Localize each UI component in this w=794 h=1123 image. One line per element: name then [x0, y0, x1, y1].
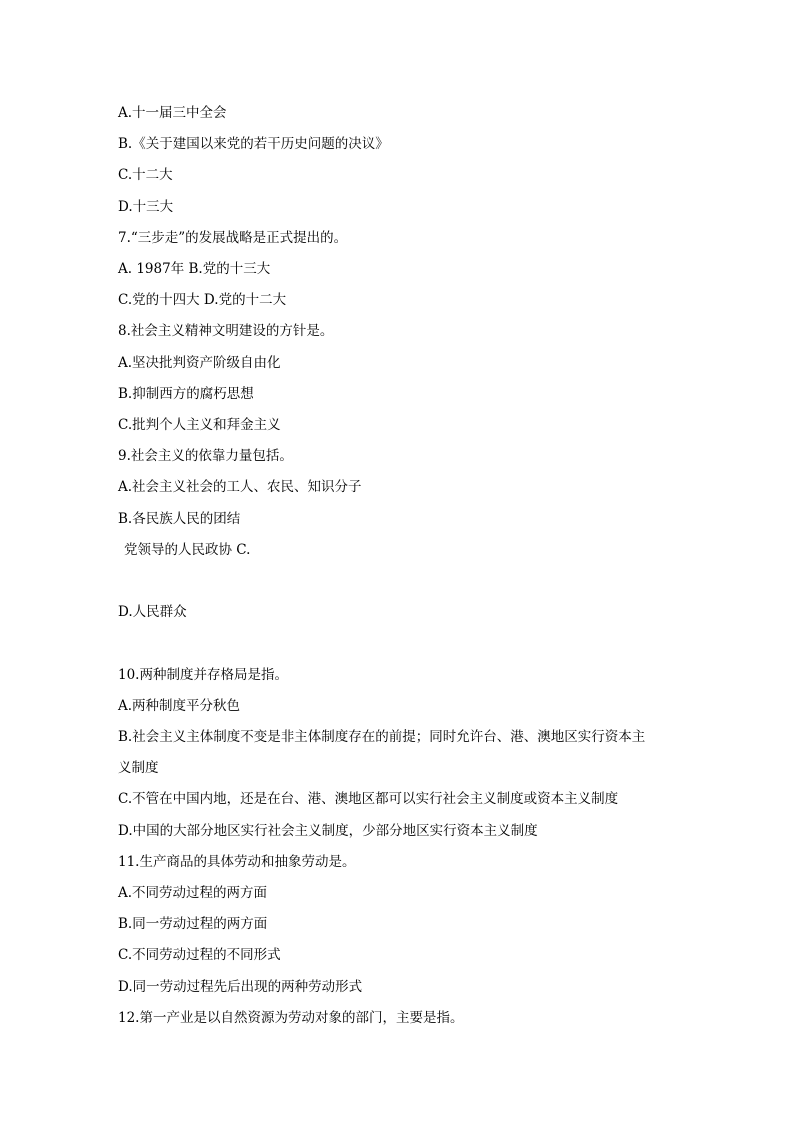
option-d-q10: D.中国的大部分地区实行社会主义制度，少部分地区实行资本主义制度 [118, 823, 538, 839]
option-c-q9: 党领导的人民政协 C. [124, 542, 251, 558]
option-a-q9: A.社会主义社会的工人、农民、知识分子 [118, 479, 362, 495]
option-c-q8: C.批判个人主义和拜金主义 [118, 417, 281, 433]
option-b-q11: B.同一劳动过程的两方面 [118, 916, 268, 932]
option-a-q10: A.两种制度平分秋色 [118, 698, 241, 714]
option-c-q11: C.不同劳动过程的不同形式 [118, 947, 281, 963]
option-b-q8: B.抑制西方的腐朽思想 [118, 386, 254, 402]
option-a-q8: A.坚决批判资产阶级自由化 [118, 355, 281, 371]
option-b-q10: B.社会主义主体制度不变是非主体制度存在的前提；同时允许台、港、澳地区实行资本主 [118, 729, 646, 745]
question-12: 12.第一产业是以自然资源为劳动对象的部门，主要是指。 [118, 1010, 464, 1026]
option-d-q6: D.十三大 [118, 199, 174, 215]
options-cd-q7: C.党的十四大 D.党的十二大 [118, 292, 287, 308]
option-c-q10: C.不管在中国内地，还是在台、港、澳地区都可以实行社会主义制度或资本主义制度 [118, 791, 619, 807]
option-a-q11: A.不同劳动过程的两方面 [118, 885, 268, 901]
question-9: 9.社会主义的依靠力量包括。 [118, 448, 293, 464]
question-8: 8.社会主义精神文明建设的方针是。 [118, 323, 334, 339]
option-b-q6: B.《关于建国以来党的若干历史问题的决议》 [118, 136, 389, 152]
option-c-q6: C.十二大 [118, 167, 173, 183]
option-b-q10-continued: 义制度 [118, 760, 159, 776]
option-d-q9: D.人民群众 [118, 604, 187, 620]
option-a-q6: A.十一届三中全会 [118, 105, 227, 121]
question-10: 10.两种制度并存格局是指。 [118, 667, 288, 683]
question-7: 7.“三步走”的发展战略是正式提出的。 [118, 230, 348, 246]
options-ab-q7: A. 1987年 B.党的十三大 [118, 261, 271, 277]
option-b-q9: B.各民族人民的团结 [118, 511, 241, 527]
option-d-q11: D.同一劳动过程先后出现的两种劳动形式 [118, 979, 363, 995]
question-11: 11.生产商品的具体劳动和抽象劳动是。 [118, 854, 356, 870]
